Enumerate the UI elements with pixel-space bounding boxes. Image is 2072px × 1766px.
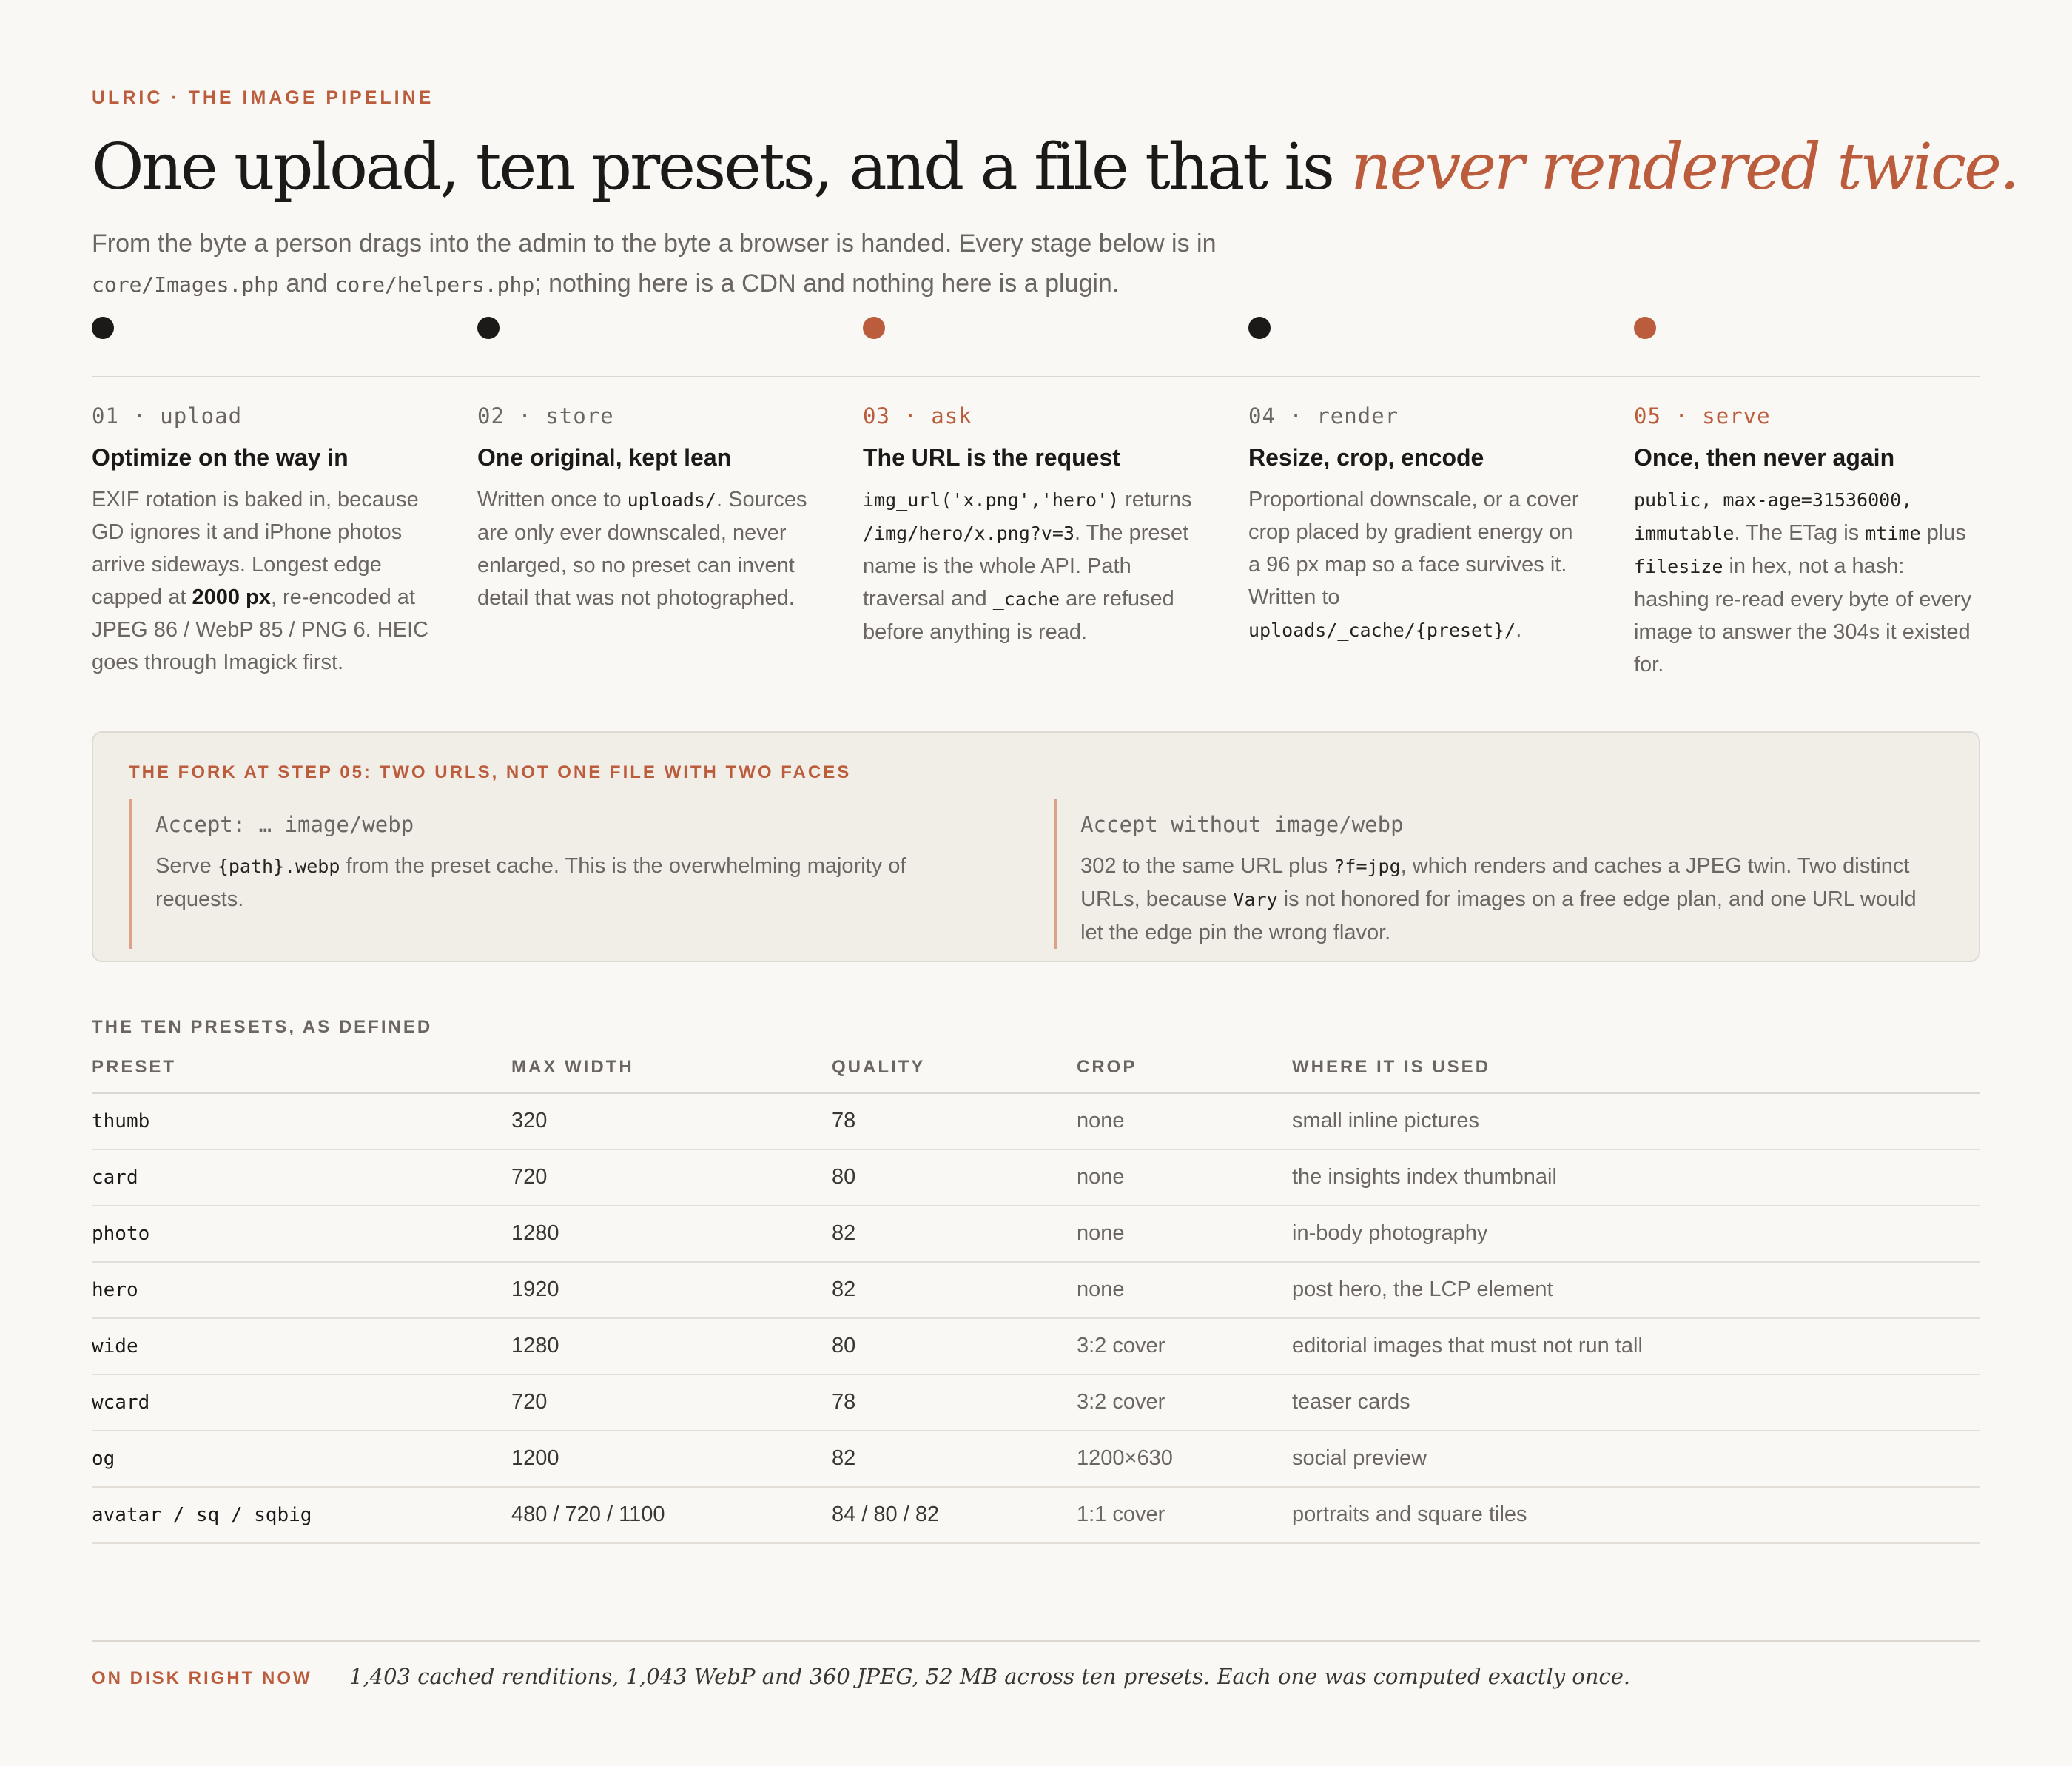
step-code: filesize	[1634, 555, 1723, 577]
step-number: 04 · render	[1248, 403, 1399, 429]
table-header-row	[92, 1057, 1980, 1093]
fork-code: {path}.webp	[217, 855, 340, 877]
step-description	[863, 483, 1203, 648]
usage-cell: in-body photography	[1292, 1206, 1980, 1262]
presets-title: THE TEN PRESETS, AS DEFINED	[92, 1016, 433, 1037]
lede-text: and	[278, 269, 335, 298]
step-title: The URL is the request	[863, 443, 1120, 471]
table-row	[92, 1149, 1980, 1206]
step-number: 02 · store	[477, 403, 614, 429]
quality-cell: 80	[832, 1149, 1077, 1206]
fork-description	[1080, 850, 1943, 949]
quality-cell: 80	[832, 1318, 1077, 1374]
step-text: . Sources are only ever downscaled, never enlarged, so no preset can invent detail that was not photographed.	[477, 487, 807, 610]
step-text: plus	[1920, 520, 1966, 545]
step-code: uploads/_cache/{preset}/	[1248, 619, 1516, 641]
step-dot	[92, 317, 114, 339]
max-width-cell: 1280	[511, 1206, 832, 1262]
step-number: 01 · upload	[92, 403, 243, 429]
usage-cell: portraits and square tiles	[1292, 1487, 1980, 1543]
step-text: in hex, not a hash: hashing re-read every byte of every image to answer the 304s it existed for.	[1634, 554, 1972, 676]
step-code: mtime	[1865, 522, 1921, 544]
usage-cell: teaser cards	[1292, 1374, 1980, 1431]
step-text: are refused before anything is read.	[863, 586, 1174, 644]
fork-text: Serve	[155, 853, 218, 878]
step-ask	[863, 388, 1248, 681]
quality-cell: 82	[832, 1431, 1077, 1487]
table-row	[92, 1318, 1980, 1374]
table-row	[92, 1206, 1980, 1262]
column-header: PRESET	[92, 1057, 511, 1093]
lede-text: From the byte a person drags into the admin to the byte a browser is handed. Every stage below is in	[92, 229, 1217, 258]
preset-name-cell: avatar / sq / sqbig	[92, 1487, 511, 1543]
fork-jpeg	[1054, 799, 1943, 949]
quality-cell: 84 / 80 / 82	[832, 1487, 1077, 1543]
step-code: public, max-age=31536000, immutable	[1634, 488, 1913, 544]
step-dot	[863, 317, 885, 339]
fork-columns	[129, 799, 1943, 949]
max-width-cell: 1920	[511, 1262, 832, 1318]
fork-code: Vary	[1233, 888, 1278, 910]
step-store	[477, 388, 863, 681]
fork-code: ?f=jpg	[1333, 855, 1401, 877]
usage-cell: small inline pictures	[1292, 1093, 1980, 1149]
step-code: _cache	[992, 588, 1060, 610]
footer-text: 1,403 cached renditions, 1,043 WebP and 360 JPEG, 52 MB across ten presets. Each one was computed exactly once.	[349, 1664, 1631, 1689]
table-row	[92, 1093, 1980, 1149]
step-number: 03 · ask	[863, 403, 972, 429]
step-title: Once, then never again	[1634, 443, 1895, 471]
crop-cell: none	[1077, 1262, 1292, 1318]
step-code: /img/hero/x.png?v=3	[863, 522, 1074, 544]
step-description	[1634, 483, 1974, 681]
crop-cell: 3:2 cover	[1077, 1318, 1292, 1374]
lede-text: ; nothing here is a CDN and nothing here is a plugin.	[534, 269, 1120, 298]
presets-body	[92, 1093, 1980, 1543]
preset-name-cell: thumb	[92, 1093, 511, 1149]
crop-cell: none	[1077, 1149, 1292, 1206]
step-text: . The preset name is the whole API. Path traversal and	[863, 520, 1189, 611]
step-code: img_url('x.png','hero')	[863, 488, 1120, 511]
quality-cell: 78	[832, 1374, 1077, 1431]
preset-name-cell: card	[92, 1149, 511, 1206]
quality-cell: 78	[832, 1093, 1077, 1149]
usage-cell: the insights index thumbnail	[1292, 1149, 1980, 1206]
fork-heading: Accept: … image/webp	[155, 811, 414, 837]
fork-text: from the preset cache. This is the overwhelming majority of requests.	[155, 853, 906, 911]
max-width-cell: 1280	[511, 1318, 832, 1374]
crop-cell: 3:2 cover	[1077, 1374, 1292, 1431]
step-text: Proportional downscale, or a cover crop placed by gradient energy on a 96 px map so a face survives it. Written to	[1248, 487, 1579, 609]
step-description	[92, 483, 432, 679]
table-row	[92, 1374, 1980, 1431]
column-header: QUALITY	[832, 1057, 1077, 1093]
step-dot	[1248, 317, 1271, 339]
preset-name-cell: wide	[92, 1318, 511, 1374]
step-text: , re-encoded at JPEG 86 / WebP 85 / PNG 6. HEIC goes through Imagick first.	[92, 585, 429, 674]
step-text: .	[1516, 617, 1522, 642]
max-width-cell: 480 / 720 / 1100	[511, 1487, 832, 1543]
title-main: One upload, ten presets, and a file that is	[92, 130, 1351, 204]
lede-code-helpers: core/helpers.php	[334, 272, 535, 297]
footer	[92, 1640, 1980, 1689]
quality-cell: 82	[832, 1262, 1077, 1318]
fork-heading: Accept without image/webp	[1080, 811, 1404, 837]
max-width-cell: 320	[511, 1093, 832, 1149]
usage-cell: social preview	[1292, 1431, 1980, 1487]
crop-cell: none	[1077, 1093, 1292, 1149]
crop-cell: 1:1 cover	[1077, 1487, 1292, 1543]
column-header: MAX WIDTH	[511, 1057, 832, 1093]
table-row	[92, 1262, 1980, 1318]
max-width-cell: 720	[511, 1374, 832, 1431]
preset-name-cell: photo	[92, 1206, 511, 1262]
step-serve	[1634, 388, 1980, 681]
title-accent: never rendered twice.	[1350, 130, 2018, 204]
table-row	[92, 1487, 1980, 1543]
presets-table	[92, 1057, 1980, 1544]
step-render	[1248, 388, 1634, 681]
fork-description	[155, 850, 965, 916]
step-text: Written once to	[477, 487, 628, 511]
step-strong: 2000 px	[192, 585, 271, 609]
page-title	[92, 130, 2018, 204]
fork-text: is not honored for images on a free edge plan, and one URL would let the edge pin the wrong flavor.	[1080, 887, 1917, 944]
usage-cell: post hero, the LCP element	[1292, 1262, 1980, 1318]
table-row	[92, 1431, 1980, 1487]
fork-webp	[129, 799, 1054, 949]
max-width-cell: 1200	[511, 1431, 832, 1487]
column-header: CROP	[1077, 1057, 1292, 1093]
eyebrow: ULRIC · THE IMAGE PIPELINE	[92, 87, 434, 108]
crop-cell: none	[1077, 1206, 1292, 1262]
footer-label: ON DISK RIGHT NOW	[92, 1668, 312, 1688]
preset-name-cell: hero	[92, 1262, 511, 1318]
step-description	[477, 483, 818, 614]
step-title: Optimize on the way in	[92, 443, 349, 471]
step-dot	[477, 317, 500, 339]
timeline	[92, 366, 1980, 388]
timeline-rule	[92, 376, 1980, 377]
step-text: returns	[1119, 487, 1192, 511]
preset-name-cell: og	[92, 1431, 511, 1487]
crop-cell: 1200×630	[1077, 1431, 1292, 1487]
step-code: uploads/	[627, 488, 716, 511]
usage-cell: editorial images that must not run tall	[1292, 1318, 1980, 1374]
step-number: 05 · serve	[1634, 403, 1771, 429]
fork-title: THE FORK AT STEP 05: TWO URLS, NOT ONE FILE WITH TWO FACES	[129, 762, 852, 782]
max-width-cell: 720	[511, 1149, 832, 1206]
quality-cell: 82	[832, 1206, 1077, 1262]
step-title: One original, kept lean	[477, 443, 732, 471]
lede	[92, 224, 1350, 305]
step-upload	[92, 388, 477, 681]
lede-code-images: core/Images.php	[92, 272, 279, 297]
step-text: . The ETag is	[1734, 520, 1866, 545]
pipeline-steps	[92, 388, 1980, 681]
preset-name-cell: wcard	[92, 1374, 511, 1431]
step-description	[1248, 483, 1589, 647]
column-header: WHERE IT IS USED	[1292, 1057, 1980, 1093]
fork-text: , which renders and caches a JPEG twin. Two distinct URLs, because	[1080, 853, 1910, 911]
fork-callout	[92, 731, 1980, 962]
step-dot	[1634, 317, 1656, 339]
fork-text: 302 to the same URL plus	[1080, 853, 1334, 878]
step-title: Resize, crop, encode	[1248, 443, 1484, 471]
step-text: EXIF rotation is baked in, because GD ignores it and iPhone photos arrive sideways. Longest edge capped at	[92, 487, 419, 609]
